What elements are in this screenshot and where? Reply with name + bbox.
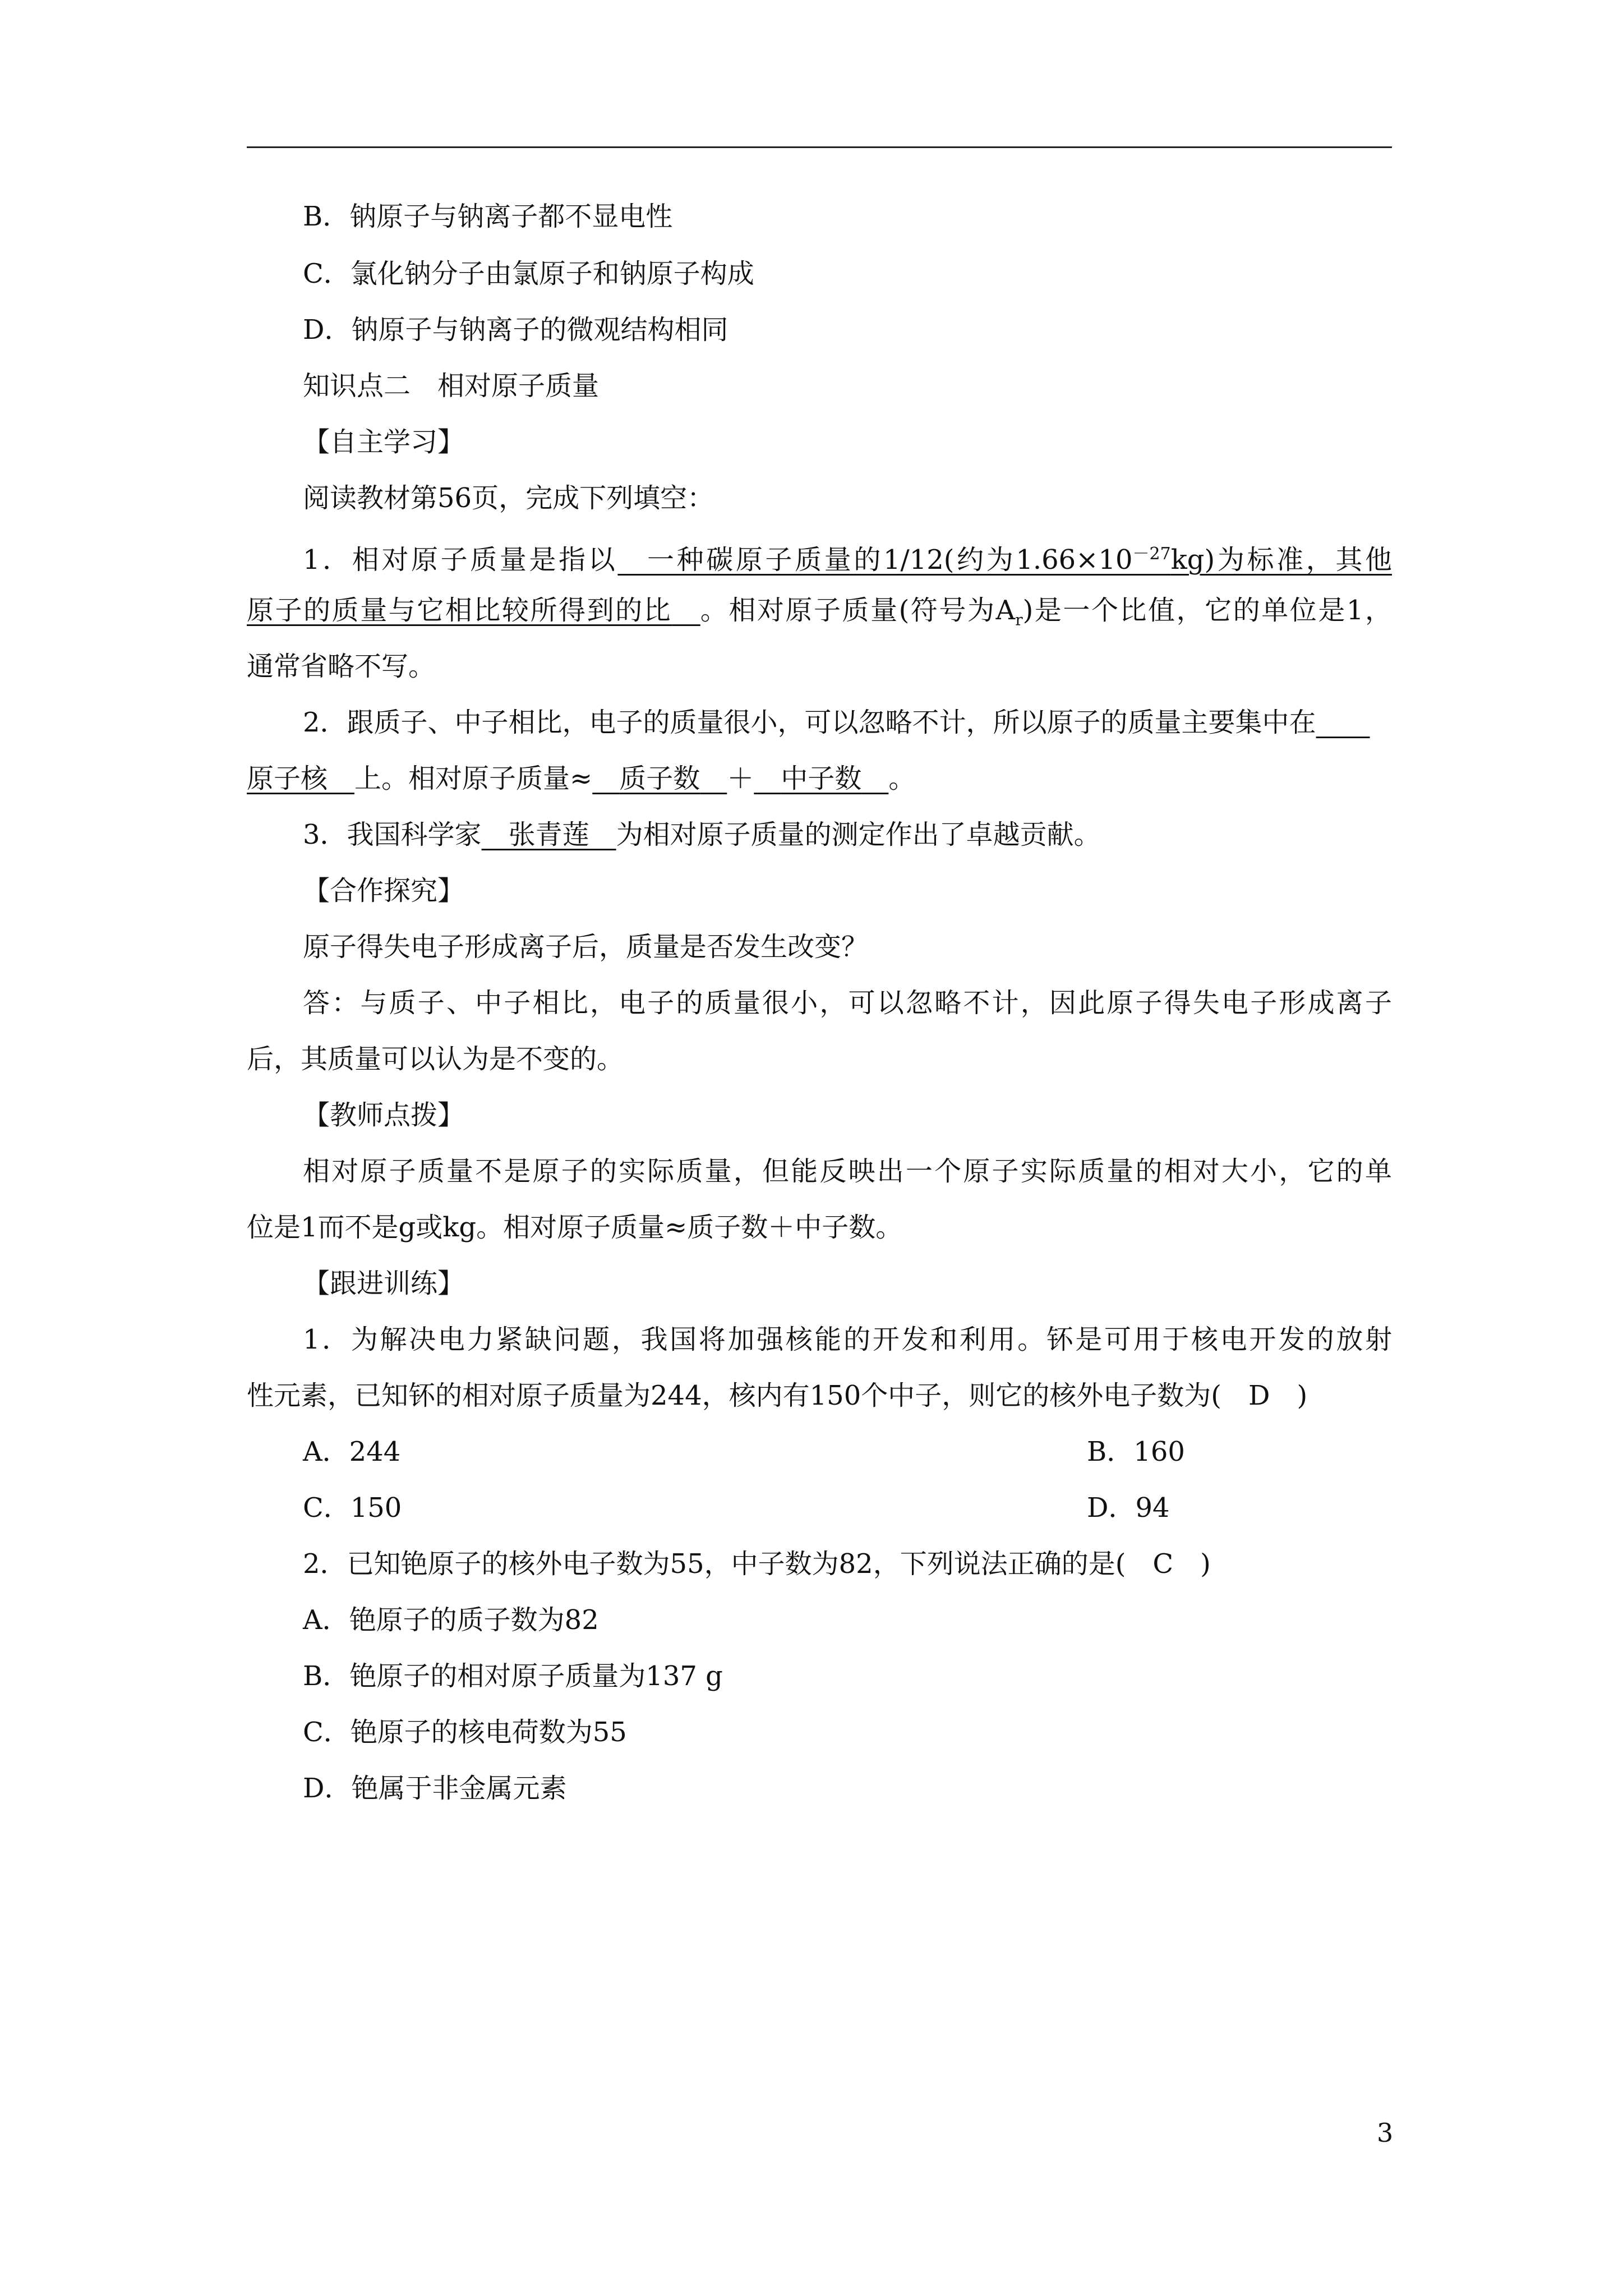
fill-item-3-suffix: 为相对原子质量的测定作出了卓越贡献。 bbox=[616, 819, 1101, 850]
fill-blank-4-answer: 中子数 bbox=[781, 763, 862, 794]
fill-blank-1-text-b: kg)为标准，其他 bbox=[1170, 544, 1392, 576]
fill-blank-1-continued: 原子的质量与它相比较所得到的比 bbox=[247, 595, 672, 626]
q2-option-b: B．铯原子的相对原子质量为137 g bbox=[303, 1660, 723, 1692]
page-number: 3 bbox=[1377, 2118, 1394, 2148]
coop-answer-line2: 后，其质量可以认为是不变的。 bbox=[247, 1043, 624, 1075]
practice-q1-options-row1 bbox=[247, 1435, 1392, 1468]
fill-item-1-line3: 通常省略不写。 bbox=[247, 651, 436, 682]
self-study-heading: 【自主学习】 bbox=[303, 426, 465, 458]
q1-option-d: D．94 bbox=[1087, 1492, 1170, 1524]
practice-q1-line2: 性元素，已知钚的相对原子质量为244，核内有150个中子，则它的核外电子数为( D ) bbox=[247, 1380, 1308, 1411]
q2-option-c: C．铯原子的核电荷数为55 bbox=[303, 1717, 627, 1748]
q2-option-d: D．铯属于非金属元素 bbox=[303, 1773, 567, 1804]
fill-blank-2-lead bbox=[1316, 707, 1370, 738]
fill-blank-2-answer: 原子核 bbox=[247, 763, 328, 794]
section-title: 知识点二 相对原子质量 bbox=[303, 370, 600, 402]
fill-item-1-mid: 。相对原子质量(符号为A bbox=[700, 595, 1016, 626]
fill-item-2-end: 。 bbox=[888, 763, 916, 794]
self-study-intro: 阅读教材第56页，完成下列填空： bbox=[303, 482, 714, 514]
practice-q1-options-row2 bbox=[247, 1492, 1392, 1524]
symbol-subscript: r bbox=[1015, 610, 1023, 629]
option-d-prev: D．钠原子与钠离子的微观结构相同 bbox=[303, 314, 728, 346]
fill-item-3 bbox=[247, 818, 1392, 851]
fill-item-3-prefix: 3．我国科学家 bbox=[303, 819, 482, 850]
practice-heading: 【跟进训练】 bbox=[303, 1268, 465, 1299]
teacher-line2: 位是1而不是g或kg。相对原子质量≈质子数＋中子数。 bbox=[247, 1212, 903, 1243]
fill-item-2-line2 bbox=[247, 762, 1392, 795]
coop-answer-line1: 答：与质子、中子相比，电子的质量很小，可以忽略不计，因此原子得失电子形成离子 bbox=[303, 987, 1392, 1019]
teacher-line1: 相对原子质量不是原子的实际质量，但能反映出一个原子实际质量的相对大小，它的单 bbox=[303, 1156, 1392, 1187]
q2-option-a: A．铯原子的质子数为82 bbox=[303, 1604, 599, 1636]
fill-item-1-line2 bbox=[247, 594, 1392, 637]
fill-item-2-plus: ＋ bbox=[727, 763, 754, 794]
coop-heading: 【合作探究】 bbox=[303, 875, 465, 907]
option-c-prev: C．氯化钠分子由氯原子和钠原子构成 bbox=[303, 258, 754, 289]
q1-option-a: A．244 bbox=[303, 1436, 401, 1467]
exponent-sup: －27 bbox=[1132, 544, 1171, 564]
coop-question: 原子得失电子形成离子后，质量是否发生改变？ bbox=[303, 931, 869, 963]
fill-item-1-line1 bbox=[247, 538, 1392, 576]
fill-blank-1-text-a: 一种碳原子质量的1/12(约为1.66×10 bbox=[647, 544, 1133, 576]
header-rule bbox=[247, 146, 1392, 148]
option-b-prev: B．钠原子与钠离子都不显电性 bbox=[303, 201, 673, 232]
practice-q1-line1: 1．为解决电力紧缺问题，我国将加强核能的开发和利用。钚是可用于核电开发的放射 bbox=[303, 1324, 1392, 1355]
fill-blank-5-answer: 张青莲 bbox=[508, 819, 589, 850]
fill-item-1-post: )是一个比值，它的单位是1， bbox=[1022, 595, 1392, 626]
fill-item-1-prefix: 1．相对原子质量是指以 bbox=[303, 544, 618, 576]
q1-option-b: B．160 bbox=[1087, 1436, 1185, 1467]
fill-blank-3-answer: 质子数 bbox=[619, 763, 700, 794]
q1-option-c: C．150 bbox=[303, 1492, 402, 1524]
fill-item-2-line1 bbox=[247, 706, 1392, 739]
teacher-heading: 【教师点拨】 bbox=[303, 1099, 465, 1131]
fill-item-2-text: 2．跟质子、中子相比，电子的质量很小，可以忽略不计，所以原子的质量主要集中在 bbox=[303, 707, 1316, 738]
practice-q2-stem: 2．已知铯原子的核外电子数为55，中子数为82，下列说法正确的是( C ) bbox=[303, 1548, 1211, 1580]
fill-blank-1-answer bbox=[617, 544, 1392, 576]
fill-item-2-t1: 上。相对原子质量≈ bbox=[354, 763, 593, 794]
